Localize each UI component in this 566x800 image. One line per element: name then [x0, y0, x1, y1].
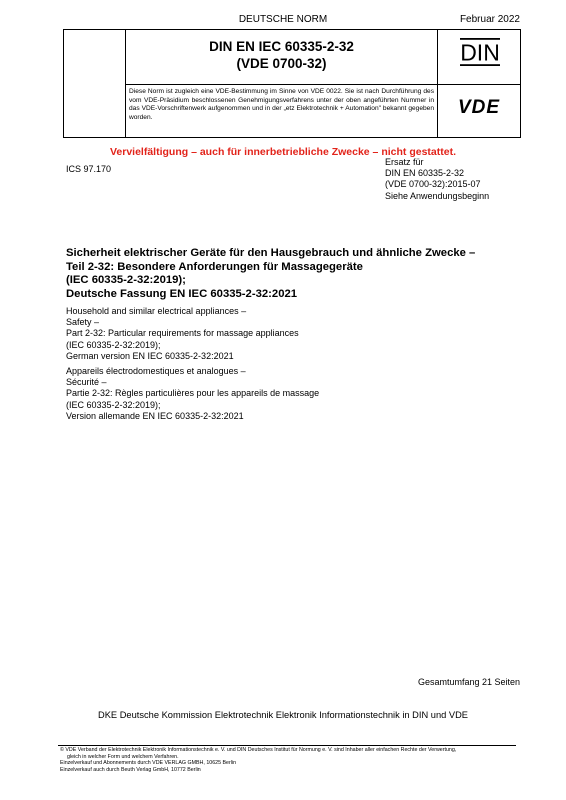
standard-type: DEUTSCHE NORM — [238, 14, 328, 25]
ics-code: ICS 97.170 — [66, 164, 112, 174]
replacement-info — [385, 157, 489, 202]
vde-number: (VDE 0700-32) — [236, 56, 327, 71]
title-line: Teil 2-32: Besondere Anforderungen für Massagegeräte — [66, 260, 363, 273]
footer — [60, 747, 530, 773]
copy-notice: Vervielfältigung – auch für innerbetriebliche Zwecke – nicht gestattet. — [109, 146, 456, 158]
divider — [125, 84, 521, 85]
footer-line: Einzelverkauf auch durch Beuth Verlag GmbH, 10772 Berlin — [60, 766, 201, 773]
replacement-line: Ersatz für — [385, 157, 424, 167]
din-logo — [460, 38, 500, 66]
document-title-de — [66, 247, 526, 302]
title-line: Sicherheit elektrischer Geräte für den Hausgebrauch und ähnliche Zwecke – — [66, 247, 476, 259]
vde-note: Diese Norm ist zugleich eine VDE-Bestimmung im Sinne von VDE 0022. Sie ist nach Durchführung des vom VDE-Präsidium beschlossenen Genehmigungsverfahrens unter der oben angeführten Nummer in das VDE-Vorschriftenwerk aufgenommen und in der „etz Elektrotechnik + Automation" bekannt gegeben worden. — [129, 88, 434, 122]
footer-line: Einzelverkauf und Abonnements durch VDE VERLAG GMBH, 10625 Berlin — [60, 760, 237, 766]
footer-divider — [58, 745, 516, 746]
standard-title — [126, 38, 437, 72]
replacement-line: (VDE 0700-32):2015-07 — [385, 179, 481, 190]
din-logo-text: DIN — [460, 39, 500, 66]
title-line: Appareils électrodomestiques et analogues – — [66, 366, 246, 376]
standard-number: DIN EN IEC 60335-2-32 — [209, 39, 354, 54]
title-line: Household and similar electrical appliances – — [66, 306, 247, 316]
title-line: Part 2-32: Particular requirements for massage appliances — [66, 328, 299, 339]
title-line: German version EN IEC 60335-2-32:2021 — [66, 350, 234, 361]
publication-date: Februar 2022 — [459, 14, 520, 25]
document-title-fr — [66, 366, 526, 422]
footer-line: gleich in welcher Form und welchem Verfahren. — [67, 753, 179, 760]
replacement-line: Siehe Anwendungsbeginn — [385, 190, 490, 201]
committee: DKE Deutsche Kommission Elektrotechnik Elektronik Informationstechnik in DIN und VDE — [98, 710, 468, 720]
document-title-en — [66, 306, 526, 362]
title-line: Partie 2-32: Règles particulières pour les appareils de massage — [66, 388, 320, 399]
vde-logo — [445, 98, 513, 114]
title-line: (IEC 60335-2-32:2019); — [66, 399, 161, 410]
total-pages: Gesamtumfang 21 Seiten — [417, 677, 520, 687]
title-line: Sécurité – — [66, 377, 107, 388]
title-line: Version allemande EN IEC 60335-2-32:2021 — [66, 410, 244, 421]
footer-line: © VDE Verband der Elektrotechnik Elektronik Informationstechnik e. V. und DIN Deutsches Institut für Normung e. V. sind Inhaber aller einfachen Rechte der Verwertung, — [60, 747, 457, 753]
vde-logo-text: VDE — [457, 98, 501, 114]
replacement-line: DIN EN 60335-2-32 — [385, 168, 465, 179]
title-line: Safety – — [66, 317, 100, 328]
title-line: (IEC 60335-2-32:2019); — [66, 339, 161, 350]
title-line: (IEC 60335-2-32:2019); — [66, 274, 186, 287]
title-line: Deutsche Fassung EN IEC 60335-2-32:2021 — [66, 288, 298, 301]
